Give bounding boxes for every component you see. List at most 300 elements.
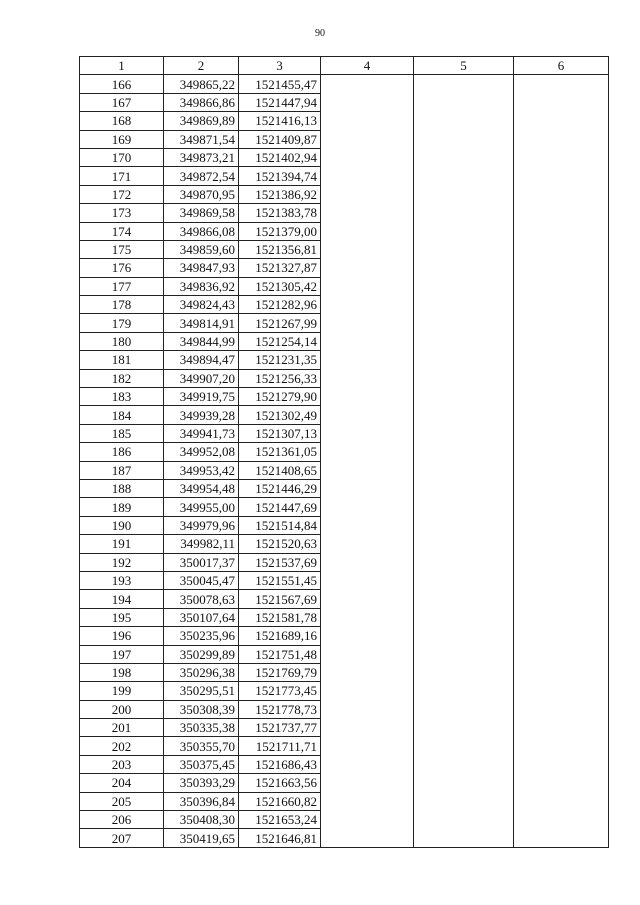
x-coordinate-cell: 350396,84 xyxy=(164,792,239,810)
empty-cell xyxy=(414,737,514,755)
empty-cell xyxy=(414,332,514,350)
y-coordinate-cell: 1521514,84 xyxy=(239,516,321,534)
y-coordinate-cell: 1521361,05 xyxy=(239,443,321,461)
x-coordinate-cell: 350299,89 xyxy=(164,645,239,663)
table-row xyxy=(80,424,609,442)
empty-cell xyxy=(414,75,514,93)
x-coordinate-cell: 349866,86 xyxy=(164,93,239,111)
point-number-cell: 171 xyxy=(80,167,164,185)
x-coordinate-cell: 349982,11 xyxy=(164,535,239,553)
empty-cell xyxy=(514,608,609,626)
x-coordinate-cell: 349979,96 xyxy=(164,516,239,534)
y-coordinate-cell: 1521305,42 xyxy=(239,277,321,295)
x-coordinate-cell: 349865,22 xyxy=(164,75,239,93)
y-coordinate-cell: 1521302,49 xyxy=(239,406,321,424)
point-number-cell: 167 xyxy=(80,93,164,111)
table-row xyxy=(80,774,609,792)
table-row xyxy=(80,829,609,847)
empty-cell xyxy=(514,332,609,350)
table-row xyxy=(80,443,609,461)
empty-cell xyxy=(514,259,609,277)
x-coordinate-cell: 350296,38 xyxy=(164,663,239,681)
point-number-cell: 183 xyxy=(80,388,164,406)
x-coordinate-cell: 350107,64 xyxy=(164,608,239,626)
empty-cell xyxy=(321,645,414,663)
empty-cell xyxy=(414,424,514,442)
y-coordinate-cell: 1521356,81 xyxy=(239,240,321,258)
table-row xyxy=(80,571,609,589)
empty-cell xyxy=(321,222,414,240)
empty-cell xyxy=(514,351,609,369)
table-row xyxy=(80,719,609,737)
point-number-cell: 199 xyxy=(80,682,164,700)
empty-cell xyxy=(514,571,609,589)
x-coordinate-cell: 350375,45 xyxy=(164,755,239,773)
empty-cell xyxy=(414,516,514,534)
empty-cell xyxy=(514,277,609,295)
empty-cell xyxy=(414,663,514,681)
table-row xyxy=(80,277,609,295)
empty-cell xyxy=(414,811,514,829)
empty-cell xyxy=(321,516,414,534)
table-row xyxy=(80,755,609,773)
y-coordinate-cell: 1521520,63 xyxy=(239,535,321,553)
empty-cell xyxy=(514,829,609,847)
empty-cell xyxy=(321,112,414,130)
empty-cell xyxy=(414,700,514,718)
column-header-6: 6 xyxy=(514,57,609,75)
point-number-cell: 204 xyxy=(80,774,164,792)
coordinates-table xyxy=(79,56,609,848)
point-number-cell: 205 xyxy=(80,792,164,810)
empty-cell xyxy=(321,479,414,497)
table-row xyxy=(80,479,609,497)
table-row xyxy=(80,185,609,203)
empty-cell xyxy=(414,627,514,645)
y-coordinate-cell: 1521660,82 xyxy=(239,792,321,810)
empty-cell xyxy=(321,185,414,203)
x-coordinate-cell: 350295,51 xyxy=(164,682,239,700)
x-coordinate-cell: 349870,95 xyxy=(164,185,239,203)
point-number-cell: 181 xyxy=(80,351,164,369)
point-number-cell: 189 xyxy=(80,498,164,516)
empty-cell xyxy=(514,682,609,700)
empty-cell xyxy=(514,498,609,516)
empty-cell xyxy=(321,774,414,792)
point-number-cell: 172 xyxy=(80,185,164,203)
y-coordinate-cell: 1521751,48 xyxy=(239,645,321,663)
empty-cell xyxy=(514,167,609,185)
y-coordinate-cell: 1521778,73 xyxy=(239,700,321,718)
empty-cell xyxy=(321,369,414,387)
y-coordinate-cell: 1521386,92 xyxy=(239,185,321,203)
empty-cell xyxy=(514,590,609,608)
empty-cell xyxy=(514,461,609,479)
table-row xyxy=(80,222,609,240)
table-row xyxy=(80,516,609,534)
table-row xyxy=(80,388,609,406)
y-coordinate-cell: 1521416,13 xyxy=(239,112,321,130)
empty-cell xyxy=(414,112,514,130)
table-row xyxy=(80,700,609,718)
empty-cell xyxy=(414,645,514,663)
x-coordinate-cell: 349952,08 xyxy=(164,443,239,461)
point-number-cell: 195 xyxy=(80,608,164,626)
table-row xyxy=(80,663,609,681)
empty-cell xyxy=(414,792,514,810)
y-coordinate-cell: 1521653,24 xyxy=(239,811,321,829)
empty-cell xyxy=(321,424,414,442)
y-coordinate-cell: 1521769,79 xyxy=(239,663,321,681)
y-coordinate-cell: 1521646,81 xyxy=(239,829,321,847)
y-coordinate-cell: 1521279,90 xyxy=(239,388,321,406)
empty-cell xyxy=(514,811,609,829)
empty-cell xyxy=(414,296,514,314)
table-row xyxy=(80,535,609,553)
x-coordinate-cell: 349953,42 xyxy=(164,461,239,479)
empty-cell xyxy=(321,296,414,314)
point-number-cell: 176 xyxy=(80,259,164,277)
empty-cell xyxy=(321,167,414,185)
y-coordinate-cell: 1521773,45 xyxy=(239,682,321,700)
y-coordinate-cell: 1521254,14 xyxy=(239,332,321,350)
x-coordinate-cell: 350308,39 xyxy=(164,700,239,718)
empty-cell xyxy=(414,93,514,111)
empty-cell xyxy=(414,774,514,792)
y-coordinate-cell: 1521686,43 xyxy=(239,755,321,773)
point-number-cell: 175 xyxy=(80,240,164,258)
table-row xyxy=(80,93,609,111)
empty-cell xyxy=(321,332,414,350)
x-coordinate-cell: 349814,91 xyxy=(164,314,239,332)
empty-cell xyxy=(514,112,609,130)
empty-cell xyxy=(514,645,609,663)
point-number-cell: 180 xyxy=(80,332,164,350)
empty-cell xyxy=(414,351,514,369)
empty-cell xyxy=(514,369,609,387)
empty-cell xyxy=(321,553,414,571)
point-number-cell: 187 xyxy=(80,461,164,479)
empty-cell xyxy=(414,204,514,222)
y-coordinate-cell: 1521394,74 xyxy=(239,167,321,185)
x-coordinate-cell: 350408,30 xyxy=(164,811,239,829)
point-number-cell: 200 xyxy=(80,700,164,718)
empty-cell xyxy=(414,590,514,608)
empty-cell xyxy=(321,259,414,277)
empty-cell xyxy=(514,516,609,534)
empty-cell xyxy=(321,663,414,681)
point-number-cell: 201 xyxy=(80,719,164,737)
empty-cell xyxy=(414,222,514,240)
table-row xyxy=(80,75,609,93)
empty-cell xyxy=(414,406,514,424)
x-coordinate-cell: 350355,70 xyxy=(164,737,239,755)
empty-cell xyxy=(414,443,514,461)
empty-cell xyxy=(414,553,514,571)
empty-cell xyxy=(414,535,514,553)
table-row xyxy=(80,204,609,222)
point-number-cell: 206 xyxy=(80,811,164,829)
point-number-cell: 178 xyxy=(80,296,164,314)
point-number-cell: 182 xyxy=(80,369,164,387)
empty-cell xyxy=(514,314,609,332)
y-coordinate-cell: 1521307,13 xyxy=(239,424,321,442)
empty-cell xyxy=(514,296,609,314)
x-coordinate-cell: 350235,96 xyxy=(164,627,239,645)
x-coordinate-cell: 350335,38 xyxy=(164,719,239,737)
table-row xyxy=(80,553,609,571)
table-row xyxy=(80,645,609,663)
empty-cell xyxy=(414,388,514,406)
x-coordinate-cell: 350017,37 xyxy=(164,553,239,571)
point-number-cell: 198 xyxy=(80,663,164,681)
y-coordinate-cell: 1521402,94 xyxy=(239,148,321,166)
y-coordinate-cell: 1521379,00 xyxy=(239,222,321,240)
empty-cell xyxy=(321,535,414,553)
y-coordinate-cell: 1521689,16 xyxy=(239,627,321,645)
point-number-cell: 188 xyxy=(80,479,164,497)
empty-cell xyxy=(514,130,609,148)
point-number-cell: 174 xyxy=(80,222,164,240)
column-header-3: 3 xyxy=(239,57,321,75)
point-number-cell: 177 xyxy=(80,277,164,295)
empty-cell xyxy=(514,222,609,240)
point-number-cell: 196 xyxy=(80,627,164,645)
column-header-1: 1 xyxy=(80,57,164,75)
y-coordinate-cell: 1521447,94 xyxy=(239,93,321,111)
y-coordinate-cell: 1521231,35 xyxy=(239,351,321,369)
empty-cell xyxy=(321,811,414,829)
y-coordinate-cell: 1521663,56 xyxy=(239,774,321,792)
empty-cell xyxy=(514,737,609,755)
empty-cell xyxy=(514,148,609,166)
column-header-2: 2 xyxy=(164,57,239,75)
y-coordinate-cell: 1521551,45 xyxy=(239,571,321,589)
empty-cell xyxy=(321,351,414,369)
table-row xyxy=(80,112,609,130)
table-row xyxy=(80,296,609,314)
x-coordinate-cell: 349873,21 xyxy=(164,148,239,166)
empty-cell xyxy=(414,479,514,497)
table-row xyxy=(80,148,609,166)
empty-cell xyxy=(414,498,514,516)
empty-cell xyxy=(414,755,514,773)
x-coordinate-cell: 349847,93 xyxy=(164,259,239,277)
empty-cell xyxy=(321,406,414,424)
x-coordinate-cell: 349824,43 xyxy=(164,296,239,314)
x-coordinate-cell: 349894,47 xyxy=(164,351,239,369)
y-coordinate-cell: 1521711,71 xyxy=(239,737,321,755)
empty-cell xyxy=(321,461,414,479)
point-number-cell: 186 xyxy=(80,443,164,461)
empty-cell xyxy=(321,719,414,737)
table-row xyxy=(80,792,609,810)
empty-cell xyxy=(514,185,609,203)
empty-cell xyxy=(414,571,514,589)
empty-cell xyxy=(514,774,609,792)
empty-cell xyxy=(414,461,514,479)
empty-cell xyxy=(514,424,609,442)
y-coordinate-cell: 1521447,69 xyxy=(239,498,321,516)
x-coordinate-cell: 349872,54 xyxy=(164,167,239,185)
table-row xyxy=(80,811,609,829)
empty-cell xyxy=(321,700,414,718)
x-coordinate-cell: 350393,29 xyxy=(164,774,239,792)
table-row xyxy=(80,406,609,424)
table-row xyxy=(80,737,609,755)
x-coordinate-cell: 349919,75 xyxy=(164,388,239,406)
y-coordinate-cell: 1521327,87 xyxy=(239,259,321,277)
empty-cell xyxy=(514,75,609,93)
x-coordinate-cell: 349836,92 xyxy=(164,277,239,295)
empty-cell xyxy=(414,608,514,626)
table-row xyxy=(80,627,609,645)
x-coordinate-cell: 349939,28 xyxy=(164,406,239,424)
empty-cell xyxy=(321,608,414,626)
empty-cell xyxy=(414,259,514,277)
y-coordinate-cell: 1521409,87 xyxy=(239,130,321,148)
point-number-cell: 168 xyxy=(80,112,164,130)
empty-cell xyxy=(321,498,414,516)
table-row xyxy=(80,608,609,626)
point-number-cell: 185 xyxy=(80,424,164,442)
x-coordinate-cell: 349844,99 xyxy=(164,332,239,350)
empty-cell xyxy=(321,75,414,93)
x-coordinate-cell: 349907,20 xyxy=(164,369,239,387)
y-coordinate-cell: 1521383,78 xyxy=(239,204,321,222)
empty-cell xyxy=(414,369,514,387)
empty-cell xyxy=(414,277,514,295)
empty-cell xyxy=(321,314,414,332)
x-coordinate-cell: 349954,48 xyxy=(164,479,239,497)
point-number-cell: 166 xyxy=(80,75,164,93)
empty-cell xyxy=(514,627,609,645)
y-coordinate-cell: 1521446,29 xyxy=(239,479,321,497)
empty-cell xyxy=(514,755,609,773)
empty-cell xyxy=(321,627,414,645)
point-number-cell: 194 xyxy=(80,590,164,608)
table-row xyxy=(80,498,609,516)
empty-cell xyxy=(414,682,514,700)
table-row xyxy=(80,351,609,369)
empty-cell xyxy=(514,479,609,497)
x-coordinate-cell: 349859,60 xyxy=(164,240,239,258)
x-coordinate-cell: 349866,08 xyxy=(164,222,239,240)
empty-cell xyxy=(514,204,609,222)
empty-cell xyxy=(414,240,514,258)
x-coordinate-cell: 349869,58 xyxy=(164,204,239,222)
empty-cell xyxy=(321,204,414,222)
y-coordinate-cell: 1521267,99 xyxy=(239,314,321,332)
x-coordinate-cell: 350078,63 xyxy=(164,590,239,608)
empty-cell xyxy=(321,148,414,166)
table-row xyxy=(80,682,609,700)
y-coordinate-cell: 1521581,78 xyxy=(239,608,321,626)
column-header-4: 4 xyxy=(321,57,414,75)
x-coordinate-cell: 349941,73 xyxy=(164,424,239,442)
table-row xyxy=(80,130,609,148)
empty-cell xyxy=(514,93,609,111)
empty-cell xyxy=(321,93,414,111)
table-row xyxy=(80,369,609,387)
empty-cell xyxy=(414,130,514,148)
header-row xyxy=(80,57,609,75)
empty-cell xyxy=(514,406,609,424)
empty-cell xyxy=(414,314,514,332)
x-coordinate-cell: 349869,89 xyxy=(164,112,239,130)
empty-cell xyxy=(514,719,609,737)
y-coordinate-cell: 1521567,69 xyxy=(239,590,321,608)
empty-cell xyxy=(321,277,414,295)
empty-cell xyxy=(514,553,609,571)
empty-cell xyxy=(321,682,414,700)
page-number: 90 xyxy=(315,28,325,39)
table-row xyxy=(80,590,609,608)
empty-cell xyxy=(514,792,609,810)
point-number-cell: 192 xyxy=(80,553,164,571)
table-row xyxy=(80,332,609,350)
empty-cell xyxy=(321,388,414,406)
empty-cell xyxy=(321,755,414,773)
table-row xyxy=(80,167,609,185)
empty-cell xyxy=(514,700,609,718)
table-row xyxy=(80,314,609,332)
y-coordinate-cell: 1521537,69 xyxy=(239,553,321,571)
empty-cell xyxy=(321,792,414,810)
y-coordinate-cell: 1521737,77 xyxy=(239,719,321,737)
empty-cell xyxy=(414,185,514,203)
column-header-5: 5 xyxy=(414,57,514,75)
empty-cell xyxy=(414,148,514,166)
empty-cell xyxy=(321,829,414,847)
empty-cell xyxy=(514,240,609,258)
point-number-cell: 173 xyxy=(80,204,164,222)
y-coordinate-cell: 1521282,96 xyxy=(239,296,321,314)
y-coordinate-cell: 1521256,33 xyxy=(239,369,321,387)
empty-cell xyxy=(414,829,514,847)
empty-cell xyxy=(321,443,414,461)
empty-cell xyxy=(321,737,414,755)
point-number-cell: 184 xyxy=(80,406,164,424)
point-number-cell: 207 xyxy=(80,829,164,847)
point-number-cell: 169 xyxy=(80,130,164,148)
point-number-cell: 193 xyxy=(80,571,164,589)
empty-cell xyxy=(514,443,609,461)
table-row xyxy=(80,461,609,479)
x-coordinate-cell: 350419,65 xyxy=(164,829,239,847)
point-number-cell: 202 xyxy=(80,737,164,755)
empty-cell xyxy=(514,663,609,681)
x-coordinate-cell: 349955,00 xyxy=(164,498,239,516)
point-number-cell: 190 xyxy=(80,516,164,534)
point-number-cell: 179 xyxy=(80,314,164,332)
empty-cell xyxy=(321,571,414,589)
point-number-cell: 197 xyxy=(80,645,164,663)
empty-cell xyxy=(414,719,514,737)
empty-cell xyxy=(321,590,414,608)
x-coordinate-cell: 349871,54 xyxy=(164,130,239,148)
empty-cell xyxy=(321,130,414,148)
table-row xyxy=(80,240,609,258)
x-coordinate-cell: 350045,47 xyxy=(164,571,239,589)
table-body xyxy=(80,75,609,847)
empty-cell xyxy=(514,388,609,406)
point-number-cell: 203 xyxy=(80,755,164,773)
point-number-cell: 170 xyxy=(80,148,164,166)
y-coordinate-cell: 1521455,47 xyxy=(239,75,321,93)
table-row xyxy=(80,259,609,277)
y-coordinate-cell: 1521408,65 xyxy=(239,461,321,479)
